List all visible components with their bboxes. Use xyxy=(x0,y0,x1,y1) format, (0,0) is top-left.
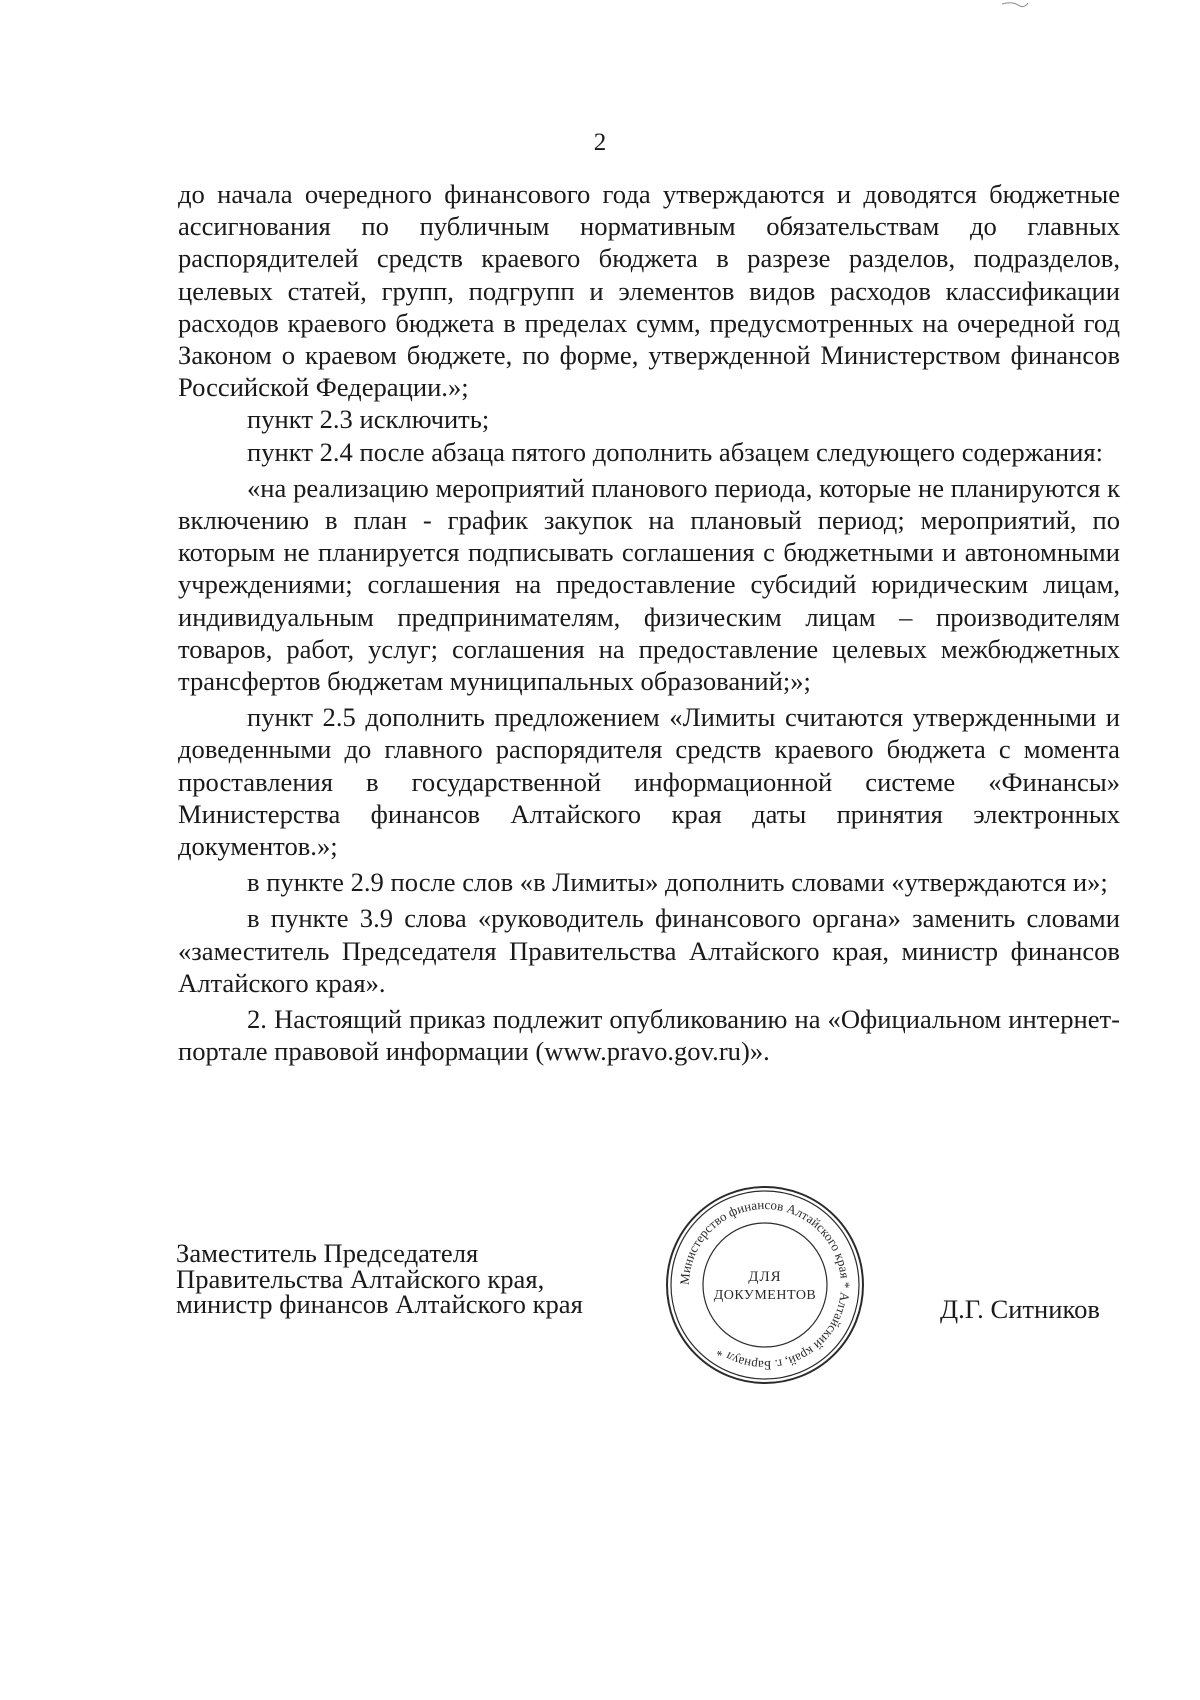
document-body xyxy=(178,178,1120,1067)
paragraph-continuation: до начала очередного финансового года утверждаются и доводятся бюджетные ассигнования по публичным нормативным обязательствам до главных распорядителей средств краевого бюджета в разрезе разделов, подразделов, целевых статей, групп, подгрупп и элементов видов расходов классификации расходов краевого бюджета в пределах сумм, предусмотренных на очередной год Законом о краевом бюджете, по форме, утвержденной Министерством финансов Российской Федерации.»; xyxy=(178,179,1120,403)
paragraph-item-3-9: в пункте 3.9 слова «руководитель финансового органа» заменить словами «заместитель Председателя Правительства Алтайского края, министр финансов Алтайского края». xyxy=(178,903,1120,998)
seal-outer-ring xyxy=(667,1187,863,1383)
page-number: 2 xyxy=(593,129,607,156)
paragraph-publication: 2. Настоящий приказ подлежит опубликованию на «Официальном интернет-портале правовой информации (www.pravo.gov.ru)». xyxy=(178,1004,1120,1067)
seal-ring-text: Министерство финансов Алтайского края * Алтайский край, г. Барнаул * xyxy=(676,1196,854,1374)
paragraph-item-2-4: пункт 2.4 после абзаца пятого дополнить абзацем следующего содержания: xyxy=(247,436,1103,467)
signer-position-line: Заместитель Председателя xyxy=(176,1238,479,1268)
seal-outer-ring-inner xyxy=(671,1191,859,1379)
scan-artifact-mark xyxy=(1000,0,1030,8)
signer-position-line: министр финансов Алтайского края xyxy=(176,1289,583,1319)
seal-inner-ring xyxy=(703,1223,827,1347)
signer-position-line: Правительства Алтайского края, xyxy=(176,1263,545,1294)
signature-block xyxy=(176,1238,656,1319)
paragraph-item-2-5: пункт 2.5 дополнить предложением «Лимиты считаются утвержденными и доведенными до главного распорядителя средств краевого бюджета с момента проставления в государственной информационной системе «Финансы» Министерства финансов Алтайского края даты принятия электронных документов.»; xyxy=(178,702,1120,862)
paragraph-item-2-9: в пункте 2.9 после слов «в Лимиты» дополнить словами «утверждаются и»; xyxy=(247,867,1108,898)
paragraph-item-2-3: пункт 2.3 исключить; xyxy=(247,404,490,435)
seal-graphic xyxy=(663,1183,867,1387)
official-seal xyxy=(663,1183,867,1387)
signer-name: Д.Г. Ситников xyxy=(940,1294,1100,1324)
seal-center-line2: ДОКУМЕНТОВ xyxy=(713,1288,817,1303)
paragraph-quoted-insert: «на реализацию мероприятий планового периода, которые не планируются к включению в план - график закупок на плановый период; мероприятий, по которым не планируется подписывать соглашения с бюджетными и автономными учреждениями; соглашения на предоставление субсидий юридическим лицам, индивидуальным предпринимателям, физическим лицам – производителям товаров, работ, услуг; соглашения на предоставление целевых межбюджетных трансфертов бюджетам муниципальных образований;»; xyxy=(178,472,1120,697)
seal-center-line1: ДЛЯ xyxy=(748,1269,782,1285)
